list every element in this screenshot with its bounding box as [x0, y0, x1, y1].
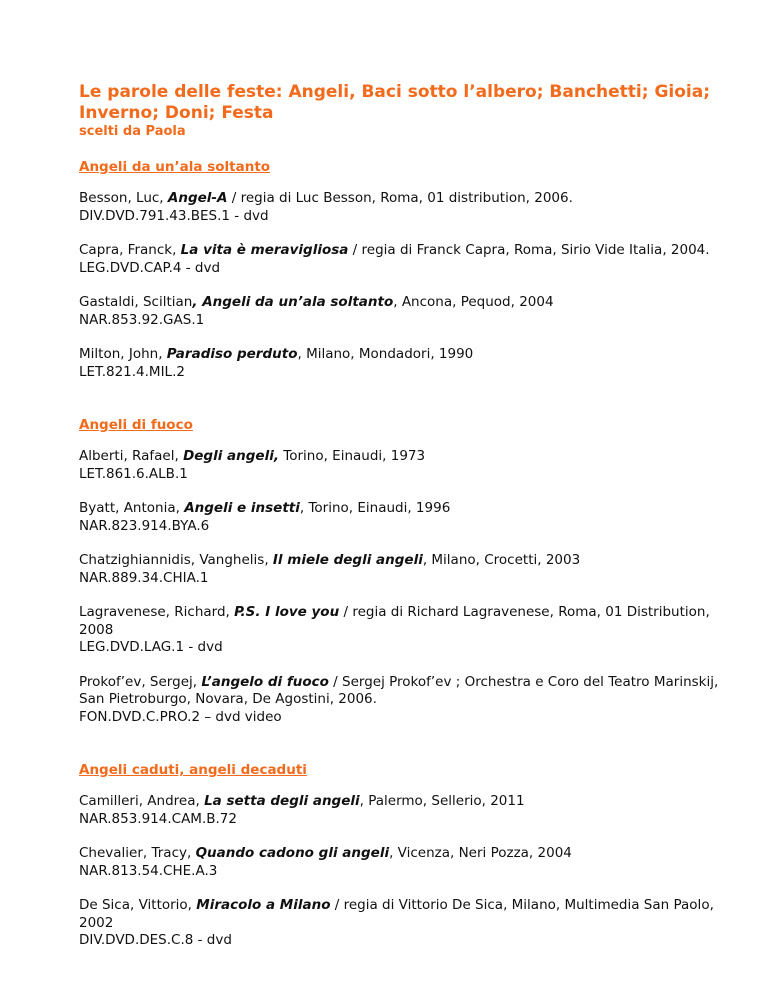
bibliography-entry [79, 242, 719, 277]
entry-details: / regia di Richard Lagravenese, Roma, 01 Distribution, 2008 [79, 604, 710, 638]
spacer [79, 398, 719, 416]
entry-code: NAR.853.914.CAM.B.72 [79, 810, 237, 827]
entry-title: Degli angeli, [183, 448, 279, 464]
entry-author: Lagravenese, Richard, [79, 604, 235, 620]
entry-author: Gastaldi, Sciltian [79, 294, 193, 310]
entry-author: Byatt, Antonia, [79, 500, 185, 516]
bibliography-entry [79, 500, 719, 535]
entry-title: La vita è meravigliosa [180, 242, 349, 258]
entry-author: Milton, John, [79, 346, 167, 362]
entry-code: FON.DVD.C.PRO.2 – dvd video [79, 708, 282, 725]
entry-details: / regia di Vittorio De Sica, Milano, Multimedia San Paolo, 2002 [79, 897, 714, 931]
entry-code: LET.861.6.ALB.1 [79, 465, 188, 482]
section-heading: Angeli caduti, angeli decaduti [79, 762, 307, 778]
bibliography-entry [79, 448, 719, 483]
spacer [79, 743, 719, 761]
entry-details: , Ancona, Pequod, 2004 [393, 294, 554, 310]
entry-details: / regia di Franck Capra, Roma, Sirio Vide Italia, 2004. [348, 242, 710, 258]
entry-author: Besson, Luc, [79, 190, 168, 206]
entry-details: , Palermo, Sellerio, 2011 [359, 793, 525, 809]
bibliography-entry [79, 190, 719, 225]
entry-code: LEG.DVD.LAG.1 - dvd [79, 639, 223, 655]
entry-author: Capra, Franck, [79, 242, 181, 258]
entry-author: Prokof’ev, Sergej, [79, 673, 202, 690]
document-title: Le parole delle feste: Angeli, Baci sotto l’albero; Banchetti; Gioia; Inverno; Doni; Festa [79, 82, 711, 123]
section-heading: Angeli da un’ala soltanto [79, 159, 271, 175]
entry-code: DIV.DVD.791.43.BES.1 - dvd [79, 207, 269, 224]
entry-details: , Torino, Einaudi, 1996 [299, 500, 451, 516]
entry-author: Camilleri, Andrea, [79, 793, 205, 809]
section-angeli-ala [79, 158, 719, 381]
entry-code: DIV.DVD.DES.C.8 - dvd [79, 932, 232, 948]
bibliography-entry [79, 845, 719, 880]
entry-details: / regia di Luc Besson, Roma, 01 distribution, 2006. [227, 190, 573, 206]
bibliography-entry [79, 346, 719, 381]
document-page [79, 82, 719, 967]
entry-details: Torino, Einaudi, 1973 [278, 448, 426, 464]
entry-code: NAR.813.54.CHE.A.3 [79, 862, 218, 879]
bibliography-entry [79, 294, 719, 329]
entry-details: / Sergej Prokof’ev ; Orchestra e Coro del Teatro Marinskij, San Pietroburgo, Novara, De Agostini, 2006. [79, 673, 719, 707]
section-angeli-fuoco [79, 416, 719, 726]
bibliography-entry [79, 552, 719, 587]
entry-author: Alberti, Rafael, [79, 448, 184, 464]
entry-code: LEG.DVD.CAP.4 - dvd [79, 259, 221, 276]
entry-title: La setta degli angeli [204, 793, 360, 809]
document-subtitle: scelti da Paola [79, 124, 186, 139]
entry-details: , Milano, Mondadori, 1990 [297, 346, 474, 362]
entry-details: , Vicenza, Neri Pozza, 2004 [389, 845, 572, 861]
entry-title: Il miele degli angeli [272, 552, 423, 568]
bibliography-entry [79, 604, 719, 657]
section-heading: Angeli di fuoco [79, 417, 193, 433]
bibliography-entry [79, 674, 719, 727]
entry-code: NAR.889.34.CHIA.1 [79, 569, 209, 586]
entry-author: Chatzighiannidis, Vanghelis, [79, 552, 273, 568]
entry-author: De Sica, Vittorio, [79, 897, 197, 913]
bibliography-entry [79, 793, 719, 828]
entry-code: NAR.853.92.GAS.1 [79, 311, 205, 328]
entry-author: Chevalier, Tracy, [79, 845, 196, 861]
entry-title: P.S. I love you [234, 604, 340, 620]
section-angeli-caduti [79, 761, 719, 950]
entry-code: NAR.823.914.BYA.6 [79, 517, 210, 534]
entry-title: Angel-A [167, 190, 228, 206]
entry-code: LET.821.4.MIL.2 [79, 363, 185, 380]
entry-details: , Milano, Crocetti, 2003 [422, 552, 581, 568]
entry-title: , Angeli da un’ala soltanto [192, 294, 394, 310]
bibliography-entry [79, 897, 719, 950]
entry-title: L’angelo di fuoco [201, 673, 329, 690]
entry-title: Quando cadono gli angeli [195, 845, 390, 861]
entry-title: Paradiso perduto [166, 346, 298, 362]
entry-title: Miracolo a Milano [196, 897, 331, 913]
entry-title: Angeli e insetti [184, 500, 300, 516]
